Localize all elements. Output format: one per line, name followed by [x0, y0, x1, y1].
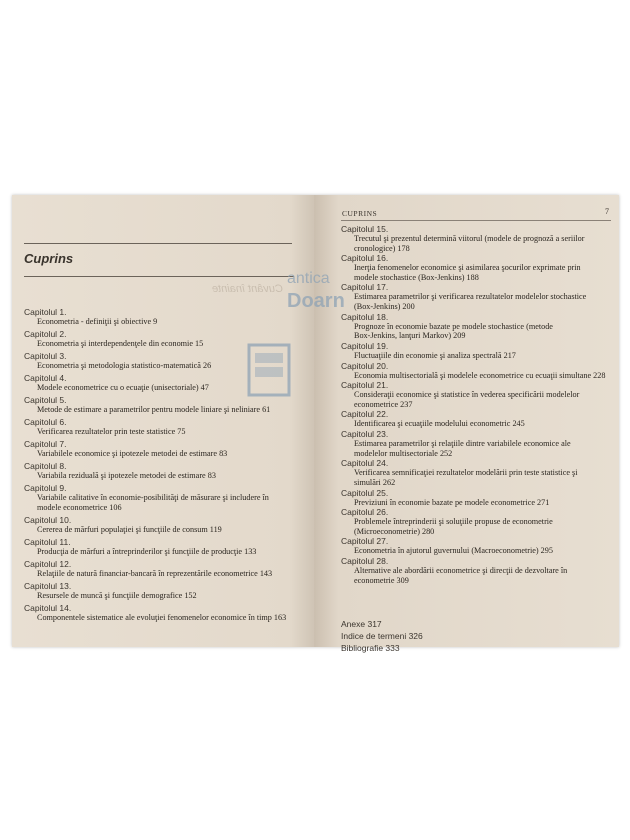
- chapter-title: Identificarea şi ecuaţiile modelului econometric 245: [354, 419, 525, 429]
- chapter-title: Verificarea rezultatelor prin teste statistice 75: [37, 427, 186, 436]
- toc-entry: [341, 536, 553, 556]
- chapter-title: modelelor multisectoriale 252: [354, 448, 453, 458]
- chapter-label: Capitolul 18.: [341, 311, 389, 322]
- toc-entry: [24, 373, 209, 393]
- toc-entry: [341, 224, 584, 253]
- bleed-through-text: Cuvânt înainte: [212, 283, 283, 295]
- toc-indice: Indice de termeni 326: [341, 631, 423, 641]
- toc-entry: [24, 307, 157, 327]
- chapter-label: Capitolul 24.: [341, 458, 389, 469]
- chapter-label: Capitolul 28.: [341, 556, 389, 567]
- chapter-label: Capitolul 22.: [341, 409, 389, 420]
- chapter-title: Inerţia fenomenelor economice şi asimilarea şocurilor exprimate prin: [354, 263, 581, 273]
- toc-entry: [24, 395, 270, 415]
- toc-entry: [24, 417, 185, 437]
- chapter-title: Producţia de mărfuri a întreprinderilor şi funcţiile de producţie 133: [37, 546, 257, 556]
- chapter-title: Variabilele economice şi ipotezele metodei de estimare 83: [37, 449, 228, 458]
- toc-entry: [24, 559, 272, 579]
- chapter-label: Capitolul 25.: [341, 487, 389, 498]
- chapter-label: Capitolul 9.: [24, 483, 67, 493]
- toc-entry: [24, 537, 256, 557]
- chapter-title: Previziuni în economie bazate pe modele econometrice 271: [354, 497, 550, 507]
- page-number: 7: [605, 207, 609, 216]
- chapter-title: Box-Jenkins, lanţuri Markov) 209: [354, 331, 466, 341]
- toc-entry: [24, 603, 286, 623]
- chapter-title: cronologice) 178: [354, 243, 410, 253]
- toc-bibliografie: Bibliografie 333: [341, 643, 400, 653]
- chapter-label: Capitolul 8.: [24, 461, 67, 471]
- toc-entry: [341, 556, 567, 585]
- chapter-title: Cererea de mărfuri populaţiei şi funcţiile de consum 119: [37, 524, 222, 534]
- toc-entry: [24, 483, 269, 512]
- toc-entry: [341, 429, 571, 458]
- chapter-title: Verificarea semnificaţiei rezultatelor modelării prin teste statistice şi: [354, 468, 578, 478]
- chapter-label: Capitolul 14.: [24, 602, 72, 613]
- chapter-label: Capitolul 6.: [24, 417, 67, 427]
- chapter-label: Capitolul 5.: [24, 395, 67, 405]
- toc-entry: [24, 439, 227, 459]
- chapter-title: Estimarea parametrilor şi verificarea rezultatelor modelelor stochastice: [354, 292, 587, 302]
- page-title: Cuprins: [24, 251, 74, 266]
- chapter-label: Capitolul 26.: [341, 507, 389, 518]
- chapter-label: Capitolul 27.: [341, 536, 389, 547]
- chapter-title: (Microeconometrie) 280: [354, 526, 435, 536]
- toc-anexe: Anexe 317: [341, 619, 382, 629]
- chapter-label: Capitolul 4.: [24, 373, 67, 383]
- chapter-label: Capitolul 20.: [341, 360, 389, 371]
- toc-entry: [341, 458, 577, 487]
- chapter-title: Modele econometrice cu o ecuaţie (unisectoriale) 47: [37, 383, 209, 392]
- watermark-logo: [247, 255, 397, 415]
- toc-entry: [24, 581, 197, 601]
- chapter-label: Capitolul 21.: [341, 380, 389, 391]
- chapter-label: Capitolul 16.: [341, 253, 389, 264]
- chapter-title: Resursele de muncă şi funcţiile demografice 152: [37, 590, 197, 600]
- toc-entry: [24, 461, 216, 481]
- chapter-label: Capitolul 19.: [341, 340, 389, 351]
- chapter-label: Capitolul 2.: [24, 329, 67, 339]
- toc-entry: [24, 351, 211, 371]
- chapter-title: Metode de estimare a parametrilor pentru modele liniare şi neliniare 61: [37, 405, 271, 414]
- chapter-title: Problemele întreprinderii şi soluţiile propuse de econometrie: [354, 517, 553, 527]
- header-rule: [341, 220, 611, 221]
- top-rule: [24, 243, 292, 244]
- chapter-title: Relaţiile de natură financiar-bancară în reprezentările econometrice 143: [37, 568, 273, 578]
- running-head: CUPRINS: [342, 209, 378, 218]
- chapter-title: Consideraţii economice şi statistice în vederea specificării modelelor: [354, 390, 580, 400]
- chapter-title: Variabila reziduală şi ipotezele metodei de estimare 83: [37, 471, 216, 480]
- chapter-label: Capitolul 13.: [24, 580, 72, 591]
- chapter-title: simulări 262: [354, 477, 396, 487]
- chapter-title: Econometria şi metodologia statistico-matematică 26: [37, 361, 212, 370]
- watermark-line2: Doarn: [287, 290, 345, 312]
- watermark-line1: antica: [287, 270, 330, 287]
- chapter-title: Economia multisectorială şi modelele econometrice cu ecuaţii simultane 228: [354, 370, 606, 380]
- chapter-title: Fluctuaţiile din economie şi analiza spectrală 217: [354, 350, 516, 360]
- chapter-title: Alternative ale abordării econometrice şi direcţii de dezvoltare în: [354, 566, 568, 576]
- chapter-label: Capitolul 7.: [24, 439, 67, 449]
- chapter-title: Variabile calitative în economie-posibilităţi de măsurare şi includere în: [37, 493, 269, 502]
- chapter-title: modele stochastice (Box-Jenkins) 188: [354, 272, 479, 282]
- chapter-label: Capitolul 15.: [341, 224, 389, 234]
- chapter-title: Econometria în ajutorul guvernului (Macroeconometrie) 295: [354, 546, 553, 556]
- chapter-label: Capitolul 3.: [24, 351, 67, 361]
- chapter-label: Capitolul 12.: [24, 558, 72, 569]
- chapter-label: Capitolul 1.: [24, 307, 67, 317]
- chapter-title: Estimarea parametrilor şi relaţiile dintre variabilele economice ale: [354, 439, 571, 449]
- chapter-label: Capitolul 23.: [341, 429, 389, 440]
- book-spread: [12, 195, 619, 653]
- chapter-title: Prognoze în economie bazate pe modele stochastice (metode: [354, 321, 553, 331]
- chapter-title: modele econometrice 106: [37, 502, 122, 512]
- chapter-title: econometrice 237: [354, 399, 413, 409]
- chapter-title: econometrie 309: [354, 575, 409, 585]
- toc-entry: [24, 329, 203, 349]
- chapter-title: Trecutul şi prezentul determină viitorul (modele de prognoză a seriilor: [354, 234, 585, 243]
- toc-entry: [24, 515, 222, 535]
- chapter-label: Capitolul 10.: [24, 514, 72, 525]
- chapter-label: Capitolul 17.: [341, 282, 389, 293]
- toc-entry: [341, 507, 553, 536]
- chapter-title: (Box-Jenkins) 200: [354, 301, 415, 311]
- chapter-title: Econometria şi interdependenţele din economie 15: [37, 339, 204, 348]
- toc-entry: [341, 488, 549, 508]
- chapter-label: Capitolul 11.: [24, 536, 71, 547]
- chapter-title: Componentele sistematice ale evoluţiei fenomenelor economice în timp 163: [37, 612, 287, 622]
- chapter-title: Econometria - definiţii şi obiective 9: [37, 317, 158, 326]
